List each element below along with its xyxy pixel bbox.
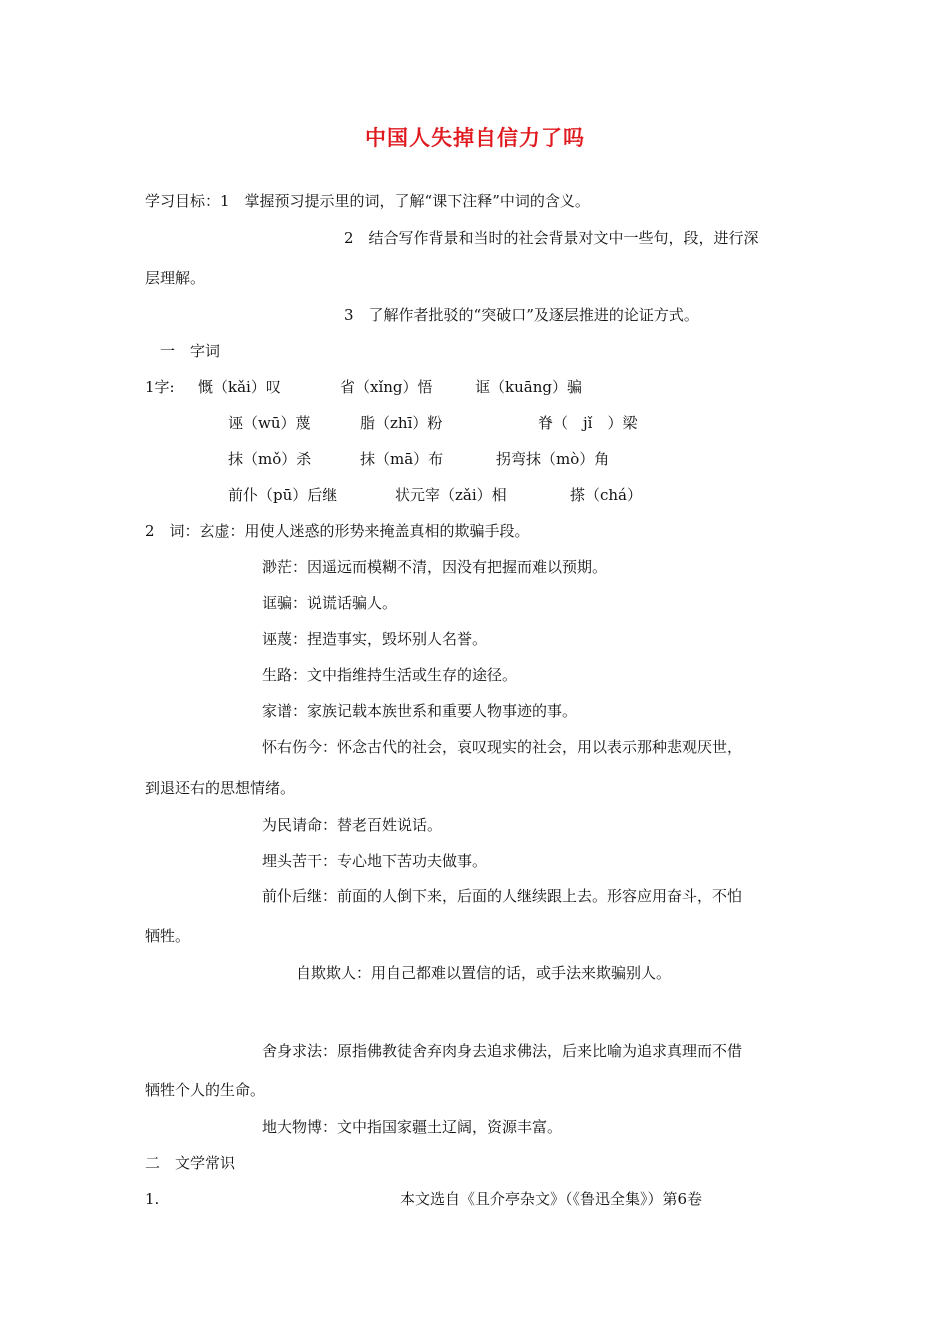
word-definition: 埋头苦干：专心地下苦功夫做事。 <box>262 852 488 870</box>
section-heading-literature: 二 文学常识 <box>145 1154 236 1172</box>
word-definition: 诓骗：说谎话骗人。 <box>262 594 398 612</box>
char-entry: 省（xǐng）悟 <box>340 378 433 396</box>
char-entry: 慨（kǎi）叹 <box>198 378 281 396</box>
char-entry: 诬（wū）蔑 <box>228 414 311 432</box>
char-entry: 状元宰（zǎi）相 <box>395 486 507 504</box>
objective-2-continued: 层理解。 <box>145 269 206 287</box>
char-entry: 抹（mǒ）杀 <box>228 450 312 468</box>
char-entry: 脂（zhī）粉 <box>360 414 443 432</box>
char-entry: 诓（kuāng）骗 <box>475 378 582 396</box>
objective-3: 3 了解作者批驳的“突破口”及逐层推进的论证方式。 <box>344 306 699 324</box>
char-entry: 拐弯抹（mò）角 <box>496 450 610 468</box>
char-entry: 前仆（pū）后继 <box>228 486 338 504</box>
char-entry: 抹（mā）布 <box>360 450 444 468</box>
objective-2: 2 结合写作背景和当时的社会背景对文中一些句，段，进行深 <box>344 229 759 247</box>
word-definition: 诬蔑：捏造事实，毁坏别人名誉。 <box>262 630 488 648</box>
objective-1: 学习目标：1 掌握预习提示里的词，了解“课下注释”中词的含义。 <box>145 192 590 210</box>
char-entry: 搽（chá） <box>570 486 643 504</box>
literature-item-text: 本文选自《且介亭杂文》（《鲁迅全集》）第6卷 <box>400 1190 703 1208</box>
word-definition: 2 词：玄虚：用使人迷惑的形势来掩盖真相的欺骗手段。 <box>145 522 530 540</box>
word-definition-continued: 牺牲。 <box>145 927 191 945</box>
section-heading-words: 一 字词 <box>160 342 221 360</box>
word-definition: 怀右伤今：怀念古代的社会，哀叹现实的社会，用以表示那种悲观厌世， <box>262 738 743 756</box>
word-definition-continued: 到退还右的思想情绪。 <box>145 779 296 797</box>
literature-item-number: 1. <box>145 1190 160 1208</box>
word-definition-continued: 牺牲个人的生命。 <box>145 1081 266 1099</box>
word-definition: 舍身求法：原指佛教徒舍弃肉身去追求佛法，后来比喻为追求真理而不借 <box>262 1042 743 1060</box>
word-definition: 生路：文中指维持生活或生存的途径。 <box>262 666 518 684</box>
word-definition: 家谱：家族记载本族世系和重要人物事迹的事。 <box>262 702 578 720</box>
word-definition: 渺茫：因遥远而模糊不清，因没有把握而难以预期。 <box>262 558 608 576</box>
char-entry: 脊（ jǐ ）梁 <box>538 414 638 432</box>
word-definition: 为民请命：替老百姓说话。 <box>262 816 443 834</box>
word-definition: 前仆后继：前面的人倒下来，后面的人继续跟上去。形容应用奋斗，不怕 <box>262 887 743 905</box>
word-definition: 地大物博：文中指国家疆土辽阔，资源丰富。 <box>262 1118 563 1136</box>
chars-label: 1字: <box>145 378 175 396</box>
document-title: 中国人失掉自信力了吗 <box>365 126 585 150</box>
word-definition: 自欺欺人：用自己都难以置信的话，或手法来欺骗别人。 <box>296 964 672 982</box>
